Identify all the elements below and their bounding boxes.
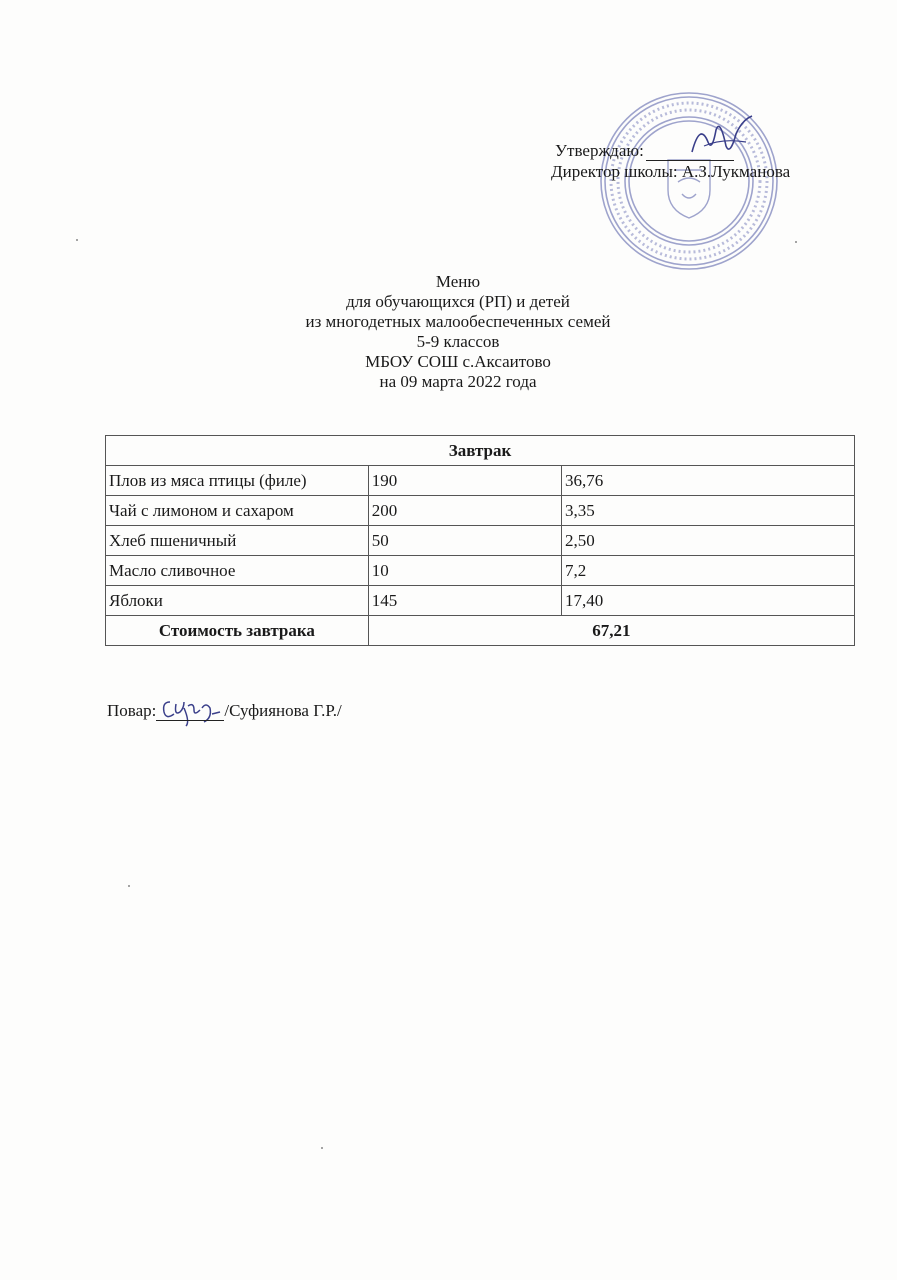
weight-cell: 10 [368, 556, 561, 586]
title-line-1: Меню [435, 272, 481, 291]
menu-title [180, 272, 736, 392]
dish-cell: Хлеб пшеничный [106, 526, 369, 556]
director-line: Директор школы: А.З.Лукманова [551, 162, 791, 181]
title-line-3: из многодетных малообеспеченных семей [305, 312, 611, 331]
weight-cell: 190 [368, 466, 561, 496]
total-value: 67,21 [368, 616, 854, 646]
cook-label: Повар: [107, 701, 157, 720]
table-row [106, 586, 855, 616]
dish-cell: Яблоки [106, 586, 369, 616]
price-cell: 17,40 [562, 586, 855, 616]
table-row [106, 556, 855, 586]
signature-line [646, 144, 734, 161]
table-row [106, 496, 855, 526]
dish-cell: Плов из мяса птицы (филе) [106, 466, 369, 496]
title-line-4: 5-9 классов [416, 332, 500, 351]
scan-speck [795, 241, 797, 243]
table-row [106, 526, 855, 556]
dish-cell: Масло сливочное [106, 556, 369, 586]
price-cell: 7,2 [562, 556, 855, 586]
weight-cell: 145 [368, 586, 561, 616]
cook-name: /Суфиянова Г.Р./ [224, 701, 342, 720]
scan-speck [321, 1147, 323, 1149]
title-line-6: на 09 марта 2022 года [379, 372, 537, 391]
scan-speck [128, 885, 130, 887]
cook-signature-line [107, 701, 342, 721]
price-cell: 36,76 [562, 466, 855, 496]
menu-table [105, 435, 855, 646]
scan-speck [76, 239, 78, 241]
section-header: Завтрак [106, 436, 855, 466]
title-line-5: МБОУ СОШ с.Аксаитово [365, 352, 551, 371]
price-cell: 3,35 [562, 496, 855, 526]
approve-label: Утверждаю: [555, 141, 644, 160]
section-header-row [106, 436, 855, 466]
approval-line [555, 141, 734, 161]
table-row [106, 466, 855, 496]
weight-cell: 50 [368, 526, 561, 556]
signature-line [156, 706, 224, 721]
price-cell: 2,50 [562, 526, 855, 556]
dish-cell: Чай с лимоном и сахаром [106, 496, 369, 526]
weight-cell: 200 [368, 496, 561, 526]
total-label: Стоимость завтрака [106, 616, 369, 646]
title-line-2: для обучающихся (РП) и детей [346, 292, 570, 311]
total-row [106, 616, 855, 646]
